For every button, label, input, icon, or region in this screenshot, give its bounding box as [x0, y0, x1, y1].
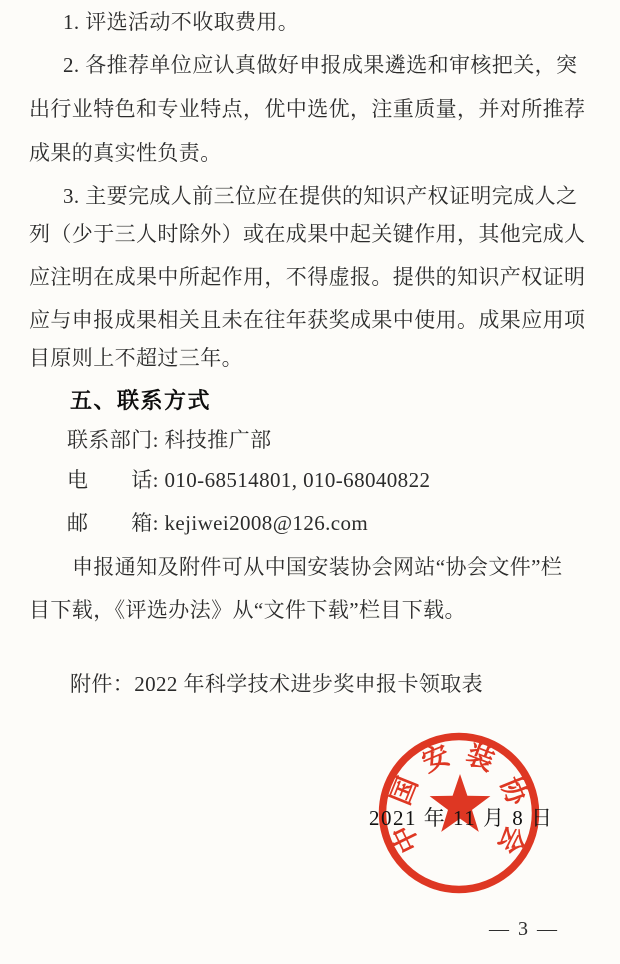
download-info-line: 申报通知及附件可从中国安装协会网站“协会文件”栏 [72, 555, 563, 579]
seal-character: 装 [462, 739, 499, 777]
seal-character: 国 [385, 772, 424, 810]
section-heading: 五、联系方式 [70, 388, 212, 413]
paragraph-line: 3. 主要完成人前三位应在提供的知识产权证明完成人之 [63, 184, 578, 208]
paragraph-line: 应与申报成果相关且未在往年获奖成果中使用。成果应用项 [29, 308, 586, 332]
seal-character: 安 [417, 739, 455, 778]
seal-character: 中 [386, 820, 426, 858]
contact-email: 邮 箱: kejiwei2008@126.com [67, 511, 369, 535]
seal-character: 会 [492, 820, 532, 859]
seal-character: 协 [494, 772, 533, 810]
attachment-line: 附件：2022 年科学技术进步奖申报卡领取表 [70, 672, 484, 696]
document-date: 2021 年 11 月 8 日 [369, 806, 554, 830]
paragraph-line: 列（少于三人时除外）或在成果中起关键作用，其他完成人 [29, 222, 586, 246]
contact-phone: 电 话: 010-68514801, 010-68040822 [67, 468, 431, 492]
paragraph-line: 目原则上不超过三年。 [29, 346, 243, 370]
download-info-line: 目下载，《评选办法》从“文件下载”栏目下载。 [29, 598, 466, 622]
paragraph-line: 应注明在成果中所起作用，不得虚报。提供的知识产权证明 [29, 265, 586, 289]
page-number: — 3 — [489, 918, 559, 940]
paragraph-line: 成果的真实性负责。 [29, 141, 222, 165]
paragraph-line: 2. 各推荐单位应认真做好申报成果遴选和审核把关，突 [63, 53, 578, 77]
paragraph-line: 出行业特色和专业特点，优中选优，注重质量，并对所推荐 [29, 97, 586, 121]
paragraph-line: 1. 评选活动不收取费用。 [63, 10, 300, 34]
contact-department: 联系部门: 科技推广部 [67, 428, 272, 452]
